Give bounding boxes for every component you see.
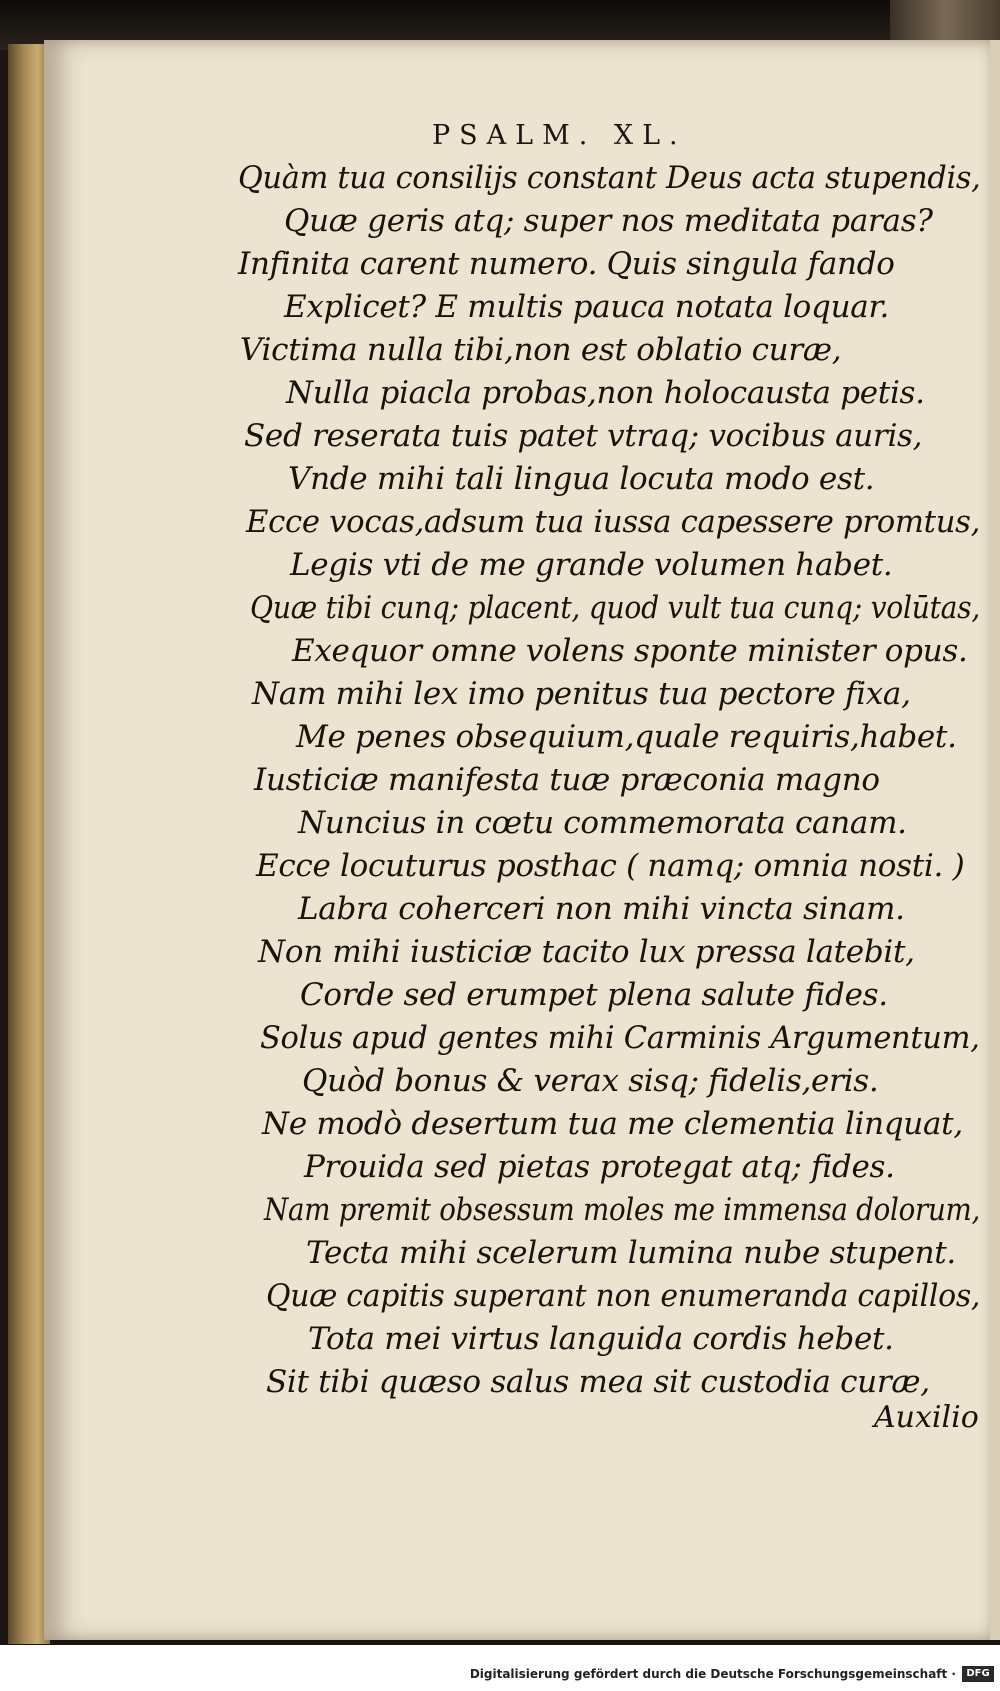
verse-line-17: Ecce locuturus posthac ( namq; omnia nosti. ) — [256, 848, 965, 884]
verse-line-29: Sit tibi quæso salus mea sit custodia curæ, — [266, 1364, 930, 1400]
verse-line-23: Ne modò desertum tua me clementia linquat, — [262, 1106, 963, 1142]
funding-credit: Digitalisierung gefördert durch die Deutsche Forschungsgemeinschaft · — [469, 1667, 956, 1681]
verse-line-22: Quòd bonus & verax sisq; fidelis,eris. — [302, 1063, 879, 1099]
verse-line-27: Quæ capitis superant non enumeranda capillos, — [266, 1278, 981, 1314]
verse-line-15: Iusticiæ manifesta tuæ præconia magno — [254, 762, 880, 798]
verse-line-21: Solus apud gentes mihi Carminis Argumentum, — [260, 1020, 980, 1056]
catchword: Auxilio — [874, 1400, 979, 1435]
verse-line-20: Corde sed erumpet plena salute fides. — [300, 977, 888, 1013]
verse-line-24: Prouida sed pietas protegat atq; fides. — [304, 1149, 895, 1185]
verse-line-4: Explicet? E multis pauca notata loquar. — [284, 289, 890, 325]
verse-line-9: Ecce vocas,adsum tua iussa capessere promtus, — [246, 504, 981, 540]
verse-line-2: Quæ geris atq; super nos meditata paras? — [284, 203, 933, 239]
verse-line-8: Vnde mihi tali lingua locuta modo est. — [288, 461, 875, 497]
verse-line-12: Exequor omne volens sponte minister opus. — [292, 633, 968, 669]
digitization-footer — [0, 1645, 1000, 1691]
running-header: PSALM. XL. — [432, 120, 687, 151]
verse-line-19: Non mihi iusticiæ tacito lux pressa latebit, — [258, 934, 915, 970]
page-outer-edge — [990, 40, 1000, 1640]
verse-line-14: Me penes obsequium,quale requiris,habet. — [296, 719, 957, 755]
verse-line-16: Nuncius in cœtu commemorata canam. — [298, 805, 907, 841]
verse-line-7: Sed reserata tuis patet vtraq; vocibus auris, — [244, 418, 923, 454]
book-cover-corner — [890, 0, 1000, 45]
verse-line-6: Nulla piacla probas,non holocausta petis. — [286, 375, 925, 411]
verse-line-11: Quæ tibi cunq; placent, quod vult tua cunq; volūtas, — [250, 590, 981, 626]
verse-line-28: Tota mei virtus languida cordis hebet. — [308, 1321, 894, 1357]
verse-line-3: Infinita carent numero. Quis singula fando — [238, 246, 895, 282]
verse-line-1: Quàm tua consilijs constant Deus acta stupendis, — [238, 160, 981, 196]
verse-line-26: Tecta mihi scelerum lumina nube stupent. — [306, 1235, 956, 1271]
verse-line-25: Nam premit obsessum moles me immensa dolorum, — [264, 1192, 981, 1228]
verse-line-10: Legis vti de me grande volumen habet. — [290, 547, 893, 583]
verse-line-5: Victima nulla tibi,non est oblatio curæ, — [240, 332, 842, 368]
verse-line-13: Nam mihi lex imo penitus tua pectore fixa, — [252, 676, 911, 712]
dfg-logo: DFG — [962, 1666, 994, 1682]
verse-line-18: Labra coherceri non mihi vincta sinam. — [298, 891, 905, 927]
